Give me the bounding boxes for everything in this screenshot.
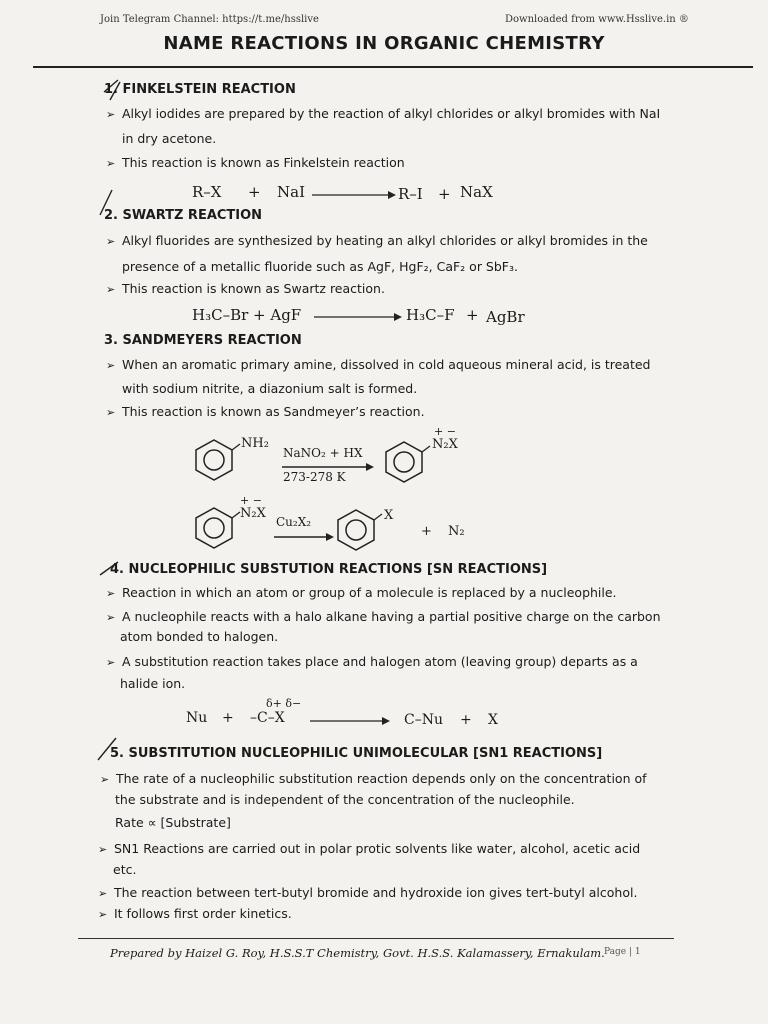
bullet-item: ➢ It follows first order kinetics. [98,906,292,921]
bullet-item: ➢ Alkyl iodides are prepared by the reaction of alkyl chlorides or alkyl bromides with NaI [106,106,661,121]
eq-plus: + [466,306,479,324]
bullet-continuation: etc. [113,862,137,877]
bullet-item: ➢ A substitution reaction takes place and halogen atom (leaving group) departs as a [106,654,638,669]
eq-substrate: –C–X [250,710,285,726]
reaction-arrow [310,714,390,728]
bullet-item: ➢ When an aromatic primary amine, dissolved in cold aqueous mineral acid, is treated [106,357,651,372]
label-x: X [384,508,394,523]
bullet-continuation: presence of a metallic fluoride such as AgF, HgF₂, CaF₂ or SbF₃. [122,259,518,274]
benzene-ring [338,510,374,550]
eq-product: AgBr [486,308,525,326]
eq-plus: + [421,524,432,539]
partial-charges: δ+ δ− [266,697,302,710]
bullet-item: ➢ This reaction is known as Sandmeyer’s reaction. [106,404,425,419]
bullet-continuation: in dry acetone. [122,131,217,146]
reagent-cux: Cu₂X₂ [276,515,312,529]
bullet-continuation: atom bonded to halogen. [120,629,279,644]
charge-label: + − [240,494,262,507]
bullet-item: ➢ The reaction between tert-butyl bromide and hydroxide ion gives tert-butyl alcohol. [98,885,638,900]
section-heading-swartz: 2. SWARTZ REACTION [104,208,263,223]
footer-credit: Prepared by Haizel G. Roy, H.S.S.T Chemistry, Govt. H.S.S. Kalamassery, Ernakulam. [110,946,605,960]
eq-product: C–Nu [404,712,443,728]
bullet-item: ➢ The rate of a nucleophilic substitution reaction depends only on the concentration of [100,771,647,786]
footer-rule [78,938,674,939]
bullet-item: ➢ SN1 Reactions are carried out in polar protic solvents like water, alcohol, acetic acid [98,841,641,856]
eq-plus: + [460,712,472,728]
eq-halide: X [488,712,498,728]
header-telegram: Join Telegram Channel: https://t.me/hsslive [100,14,319,25]
bullet-item: ➢ Reaction in which an atom or group of a molecule is replaced by a nucleophile. [106,585,617,600]
reaction-arrow [314,310,402,324]
bullet-continuation: with sodium nitrite, a diazonium salt is formed. [122,381,418,396]
charge-label: + − [434,425,456,438]
benzene-ring [196,508,232,548]
eq-reactant: R–X [192,183,222,201]
bullet-item: ➢ This reaction is known as Finkelstein reaction [106,155,405,170]
eq-plus: + [438,185,451,203]
section-heading-sn1: 5. SUBSTITUTION NUCLEOPHILIC UNIMOLECULAR [SN1 REACTIONS] [110,746,603,761]
bullet-item: ➢ A nucleophile reacts with a halo alkane having a partial positive charge on the carbon [106,609,661,624]
label-n2: N₂ [448,524,465,539]
eq-product: H₃C–F [406,306,455,324]
bullet-continuation: halide ion. [120,676,186,691]
section-heading-finkelstein: 1. FINKELSTEIN REACTION [104,82,296,97]
eq-plus: + [222,710,234,726]
eq-reactants: H₃C–Br + AgF [192,306,302,324]
page-title: NAME REACTIONS IN ORGANIC CHEMISTRY [163,33,605,54]
label-n2x: N₂X [432,437,458,452]
reagent-bottom: 273-278 K [283,470,346,484]
eq-reagent: NaI [277,183,305,201]
benzene-ring [386,442,422,482]
eq-product: R–I [398,185,423,203]
eq-plus: + [248,183,261,201]
label-nh2: NH₂ [241,436,269,451]
bullet-item: ➢ Alkyl fluorides are synthesized by heating an alkyl chlorides or alkyl bromides in the [106,233,648,248]
page-number: Page | 1 [604,947,641,957]
benzene-ring [196,440,232,480]
rate-law: Rate ∝ [Substrate] [115,815,231,830]
bullet-item: ➢ This reaction is known as Swartz reaction. [106,281,385,296]
header-download: Downloaded from www.Hsslive.in ® [505,14,689,25]
section-heading-sn: 4. NUCLEOPHILIC SUBSTUTION REACTIONS [SN REACTIONS] [110,562,548,577]
reagent-top: NaNO₂ + HX [283,446,363,460]
bullet-continuation: the substrate and is independent of the concentration of the nucleophile. [115,792,575,807]
eq-nucleophile: Nu [186,710,208,726]
reaction-arrow [312,188,396,202]
section-heading-sandmeyer: 3. SANDMEYERS REACTION [104,333,302,348]
eq-product: NaX [460,183,493,201]
label-n2x: N₂X [240,506,266,521]
